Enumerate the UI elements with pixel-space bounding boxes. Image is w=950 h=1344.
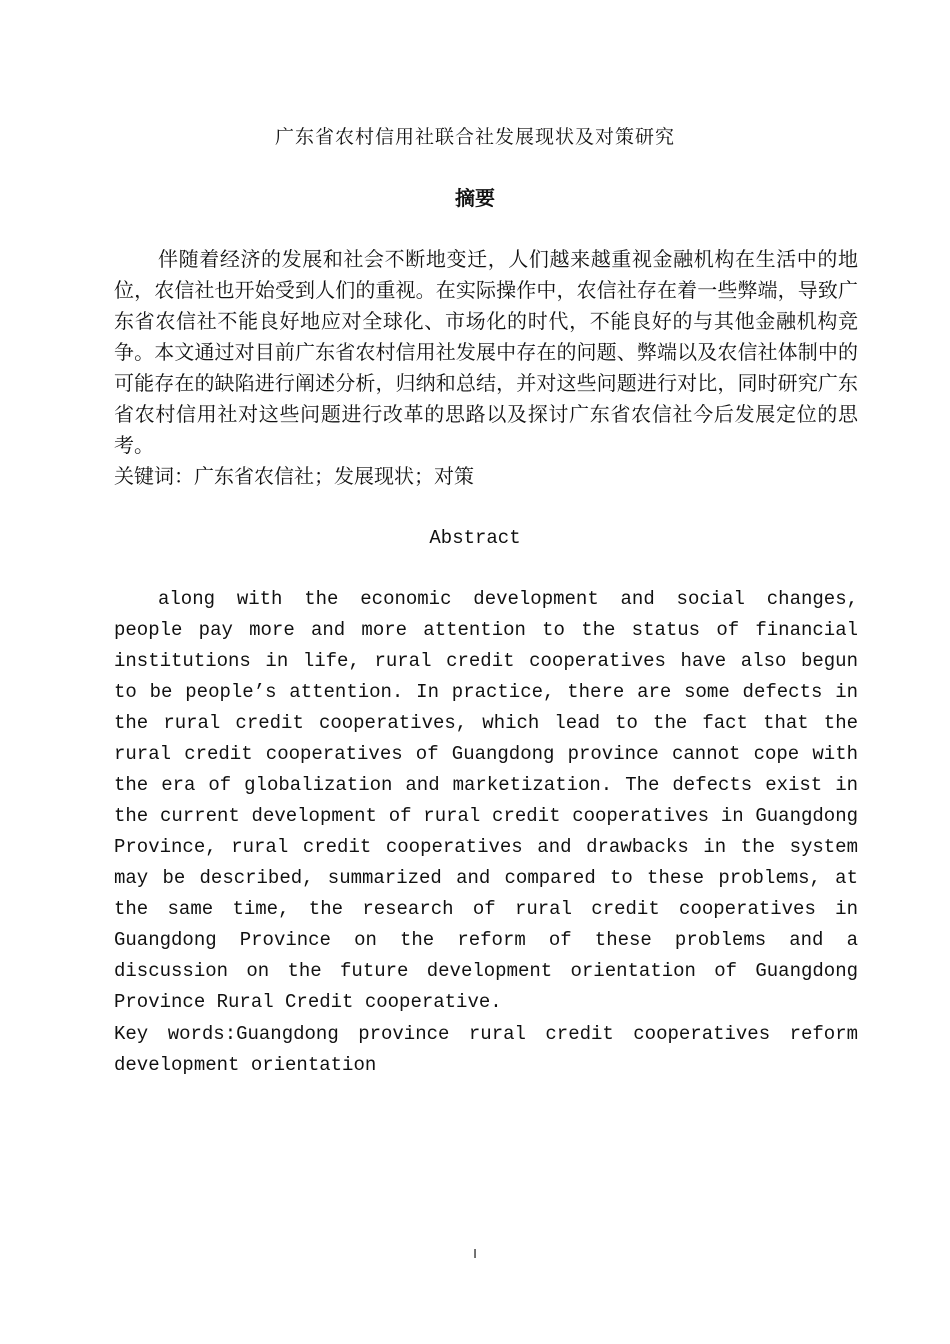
chinese-abstract-heading: 摘要 <box>455 186 495 210</box>
english-keywords: Key words:Guangdong province rural credit cooperatives reform development orientation <box>114 1023 858 1076</box>
document-title: 广东省农村信用社联合社发展现状及对策研究 <box>274 126 675 148</box>
english-abstract-heading: Abstract <box>429 527 521 549</box>
chinese-keywords: 关键词：广东省农信社；发展现状；对策 <box>114 464 474 488</box>
chinese-abstract-body: 伴随着经济的发展和社会不断地变迁，人们越来越重视金融机构在生活中的地位，农信社也开始受到人们的重视。在实际操作中，农信社存在着一些弊端，导致广东省农信社不能良好地应对全球化、市场化的时代，不能良好的与其他金融机构竞争。本文通过对目前广东省农村信用社发展中存在的问题、弊端以及农信社体制中的可能存在的缺陷进行阐述分析，归纳和总结，并对这些问题进行对比，同时研究广东省农村信用社对这些问题进行改革的思路以及探讨广东省农信社今后发展定位的思考。 <box>114 247 858 457</box>
english-abstract-body: along with the economic development and social changes, people pay more and more attention to the status of financial institutions in life, rural credit cooperatives have also begun to be people’s attention. In practice, there are some defects in the rural credit cooperatives, which lead to the fact that the rural credit cooperatives of Guangdong province cannot cope with the era of globalization and marketization. The defects exist in the current development of rural credit cooperatives in Guangdong Province, rural credit cooperatives and drawbacks in the system may be described, summarized and compared to these problems, at the same time, the research of rural credit cooperatives in Guangdong Province on the reform of these problems and a discussion on the future development orientation of Guangdong Province Rural Credit cooperative. <box>114 588 858 1013</box>
page-number: I <box>473 1247 477 1261</box>
